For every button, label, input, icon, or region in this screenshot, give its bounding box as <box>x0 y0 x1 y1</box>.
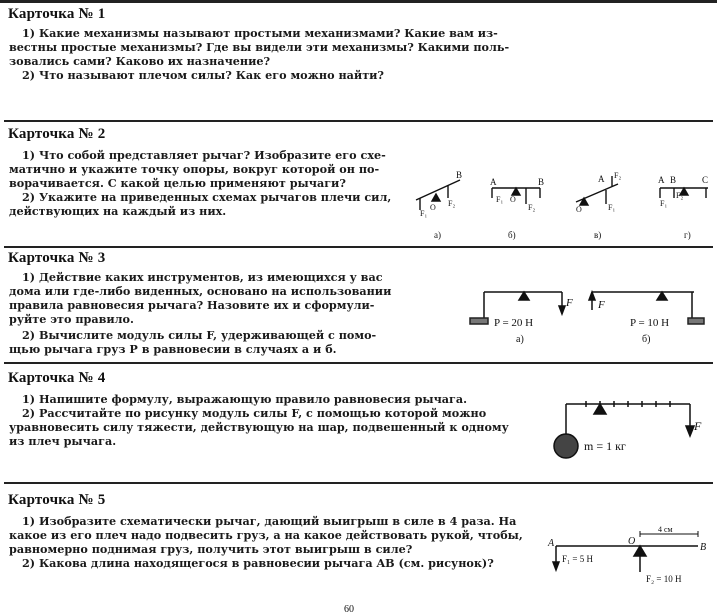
label-d-F1: F₁ <box>660 199 668 208</box>
label-b-B: B <box>538 177 545 187</box>
card-4-line-2: 2) Рассчитайте по рисунку модуль силы F, с помощью которой можно <box>22 406 487 420</box>
divider-1 <box>4 120 713 122</box>
card-5-line-1: 1) Изобразите схематически рычаг, дающий выигрыш в силе в 4 раза. На <box>22 514 517 528</box>
card-5-lever-diagram <box>546 524 714 594</box>
card-2-line-4: 2) Укажите на приведенных схемах рычагов плечи сил, <box>22 190 392 204</box>
label-b-A: A <box>490 177 497 187</box>
lever-diagram-d <box>658 175 708 240</box>
label-c-F2: F₂ <box>614 171 622 180</box>
label-a-B: B <box>456 170 463 180</box>
card-1-title: Карточка № 1 <box>8 6 106 22</box>
card-3-lever-diagrams <box>462 278 712 350</box>
label-c-F1: F₁ <box>608 203 616 212</box>
f2-label: F₂ = 10 Н <box>646 574 682 584</box>
caption-fig-b: б) <box>642 334 651 345</box>
divider-4 <box>4 482 713 484</box>
card-2-title: Карточка № 2 <box>8 126 106 142</box>
label-O: O <box>628 536 636 547</box>
lever-figure-b <box>589 292 704 345</box>
force-label: F <box>694 419 702 433</box>
f1-label: F₁ = 5 Н <box>562 554 593 564</box>
fulcrum <box>594 404 606 414</box>
card-2-lever-diagrams <box>408 168 713 244</box>
card-3-line-2: дома или где-либо виденных, основано на использовании <box>9 284 392 298</box>
top-rule <box>0 0 717 3</box>
mass-label: m = 1 кг <box>584 439 626 453</box>
card-5-line-3: равномерно поднимая груз, получить этот выигрыш в силе? <box>9 542 413 556</box>
card-5-line-4: 2) Какова длина находящегося в равновесии рычага AB (см. рисунок)? <box>22 556 494 570</box>
caption-fig-a: а) <box>516 334 524 345</box>
card-4-lever-diagram <box>540 392 716 474</box>
label-a-F2: F₂ <box>448 199 456 208</box>
card-3-line-4: руйте это правило. <box>9 312 134 326</box>
caption-c: в) <box>594 230 602 240</box>
card-3-line-6: щью рычага груз P в равновесии в случаях а и б. <box>9 342 337 356</box>
force-arrow <box>686 426 694 436</box>
card-1-line-2: вестны простые механизмы? Где вы видели эти механизмы? Какими поль- <box>9 40 510 54</box>
label-b-F1: F₁ <box>496 195 504 204</box>
divider-3 <box>4 362 713 364</box>
force-label-b: F <box>598 299 605 311</box>
card-2-line-2: матично и укажите точку опоры, вокруг которой он по- <box>9 162 380 176</box>
divider-2 <box>4 246 713 248</box>
card-3-line-1: 1) Действие каких инструментов, из имеющихся у вас <box>22 270 383 284</box>
weight-label-a: P = 20 Н <box>494 317 534 329</box>
label-d-C: C <box>702 175 709 185</box>
lever-diagram-c <box>576 171 621 240</box>
label-a-O: O <box>430 203 436 212</box>
card-4-line-3: уравновесить силу тяжести, действующую на шар, подвешенный к одному <box>9 420 509 434</box>
card-1-line-3: зовались сами? Каково их назначение? <box>9 54 271 68</box>
distance-label: 4 см <box>658 525 673 534</box>
card-2-line-1: 1) Что собой представляет рычаг? Изобразите его схе- <box>22 148 386 162</box>
page-number: 60 <box>344 604 354 615</box>
card-2-line-3: ворачивается. С какой целью применяют рычаги? <box>9 176 346 190</box>
card-2-line-5: действующих на каждый из них. <box>9 204 227 218</box>
card-3-line-3: правила равновесия рычага? Назовите их и сформули- <box>9 298 375 312</box>
card-1-line-4: 2) Что называют плечом силы? Как его можно найти? <box>22 68 384 82</box>
label-B: B <box>700 542 707 553</box>
lever-diagram-a <box>416 170 462 240</box>
label-A: A <box>548 538 555 549</box>
card-4-line-4: из плеч рычага. <box>9 434 117 448</box>
label-d-F2: F₂ <box>676 191 684 200</box>
label-b-F2: F₂ <box>528 203 536 212</box>
card-5-line-2: какое из его плеч надо подвесить груз, а на какое действовать рукой, чтобы, <box>9 528 523 542</box>
lever-diagram-b <box>490 177 544 240</box>
card-3-line-5: 2) Вычислите модуль силы F, удерживающей с помо- <box>22 328 377 342</box>
lever-figure-a <box>470 292 573 345</box>
force-label-a: F <box>566 297 573 309</box>
label-c-O: O <box>576 205 582 214</box>
caption-a: а) <box>434 230 441 240</box>
caption-d: г) <box>684 230 691 240</box>
card-4-line-1: 1) Напишите формулу, выражающую правило равновесия рычага. <box>22 392 468 406</box>
label-d-A: A <box>658 175 665 185</box>
card-5-title: Карточка № 5 <box>8 492 106 508</box>
card-4-title: Карточка № 4 <box>8 370 106 386</box>
caption-b: б) <box>508 230 516 240</box>
label-d-B: B <box>670 175 677 185</box>
label-a-F1: F₁ <box>420 209 428 218</box>
label-b-O: O <box>510 195 516 204</box>
card-3-title: Карточка № 3 <box>8 250 106 266</box>
card-1-line-1: 1) Какие механизмы называют простыми механизмами? Какие вам из- <box>22 26 498 40</box>
weight-label-b: P = 10 Н <box>630 317 670 329</box>
ball <box>554 434 578 458</box>
label-c-A: A <box>598 174 605 184</box>
